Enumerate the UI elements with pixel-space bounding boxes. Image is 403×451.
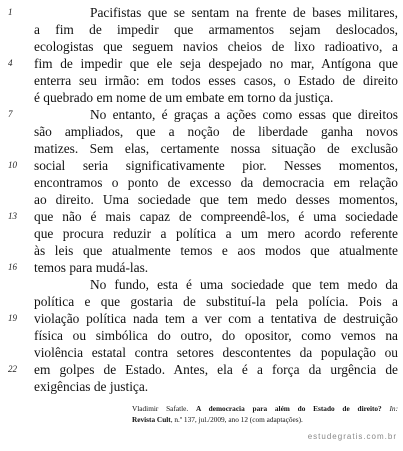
citation-line-2 (132, 414, 398, 425)
line-number: 10 (8, 160, 17, 170)
text-line: às leis que atualmente temos e aos modos que atualmente (34, 243, 398, 258)
citation-title: A democracia para além do Estado de direito? (196, 404, 382, 413)
line-number: 13 (8, 211, 17, 221)
text-line: exigências de justiça. (34, 379, 149, 394)
text-line: em golpes de Estado. Antes, ela é a força da urgência de (34, 362, 398, 377)
citation-journal: Revista Cult (132, 415, 171, 424)
line-number: 4 (8, 58, 13, 68)
citation-details: , n.º 137, jul./2009, ano 12 (com adaptações). (170, 415, 303, 424)
text-line: que não é mais capaz de compreendê-los, é uma sociedade (34, 209, 398, 224)
text-line: encontramos o ponto de excesso da democracia em relação (34, 175, 398, 190)
text-line: são ampliados, que a noção de liberdade ganha novos (34, 124, 398, 139)
text-line: política e que gostaria de substituí-la pela polícia. Pois a (34, 294, 398, 309)
text-line: matizes. Sem elas, certamente nossa situação de exclusão (34, 141, 398, 156)
text-line: que procura reduzir a política a um mero acordo referente (34, 226, 398, 241)
text-line: No fundo, esta é uma sociedade que tem medo da (90, 277, 398, 292)
line-number: 16 (8, 262, 17, 272)
text-line: violência estatal contra setores descontentes da população ou (34, 345, 398, 360)
text-line: ecologistas que seguem navios cheios de lixo radioativo, a (34, 39, 398, 54)
text-line: Pacifistas que se sentam na frente de bases militares, (90, 5, 398, 20)
text-line: social seria significativamente pior. Nesses momentos, (34, 158, 398, 173)
watermark: estudegratis.com.br (307, 432, 397, 441)
citation-line-1 (132, 403, 398, 414)
text-line: física ou simbólica do outro, do opositor, como vemos na (34, 328, 398, 343)
text-line: temos para mudá-las. (34, 260, 149, 275)
text-line: é quebrado em nome de um embate em torno da justiça. (34, 90, 334, 105)
citation-author: Vladimir Safatle. (132, 404, 189, 413)
line-number: 1 (8, 7, 13, 17)
text-line: a fim de impedir que armamentos sejam deslocados, (34, 22, 398, 37)
line-number: 22 (8, 364, 17, 374)
text-line: ao direito. Uma sociedade que tem medo desses momentos, (34, 192, 398, 207)
line-number: 19 (8, 313, 17, 323)
citation-in: In: (389, 404, 399, 413)
text-line: No entanto, é graças a ações como essas que direitos (90, 107, 398, 122)
text-line: violação política nada tem a ver com a tentativa de destruição (34, 311, 398, 326)
text-line: enterra seu irmão: em todos esses casos, o Estado de direito (34, 73, 398, 88)
line-number: 7 (8, 109, 13, 119)
text-line: fim de impedir que ele seja despejado no mar, Antígona que (34, 56, 398, 71)
